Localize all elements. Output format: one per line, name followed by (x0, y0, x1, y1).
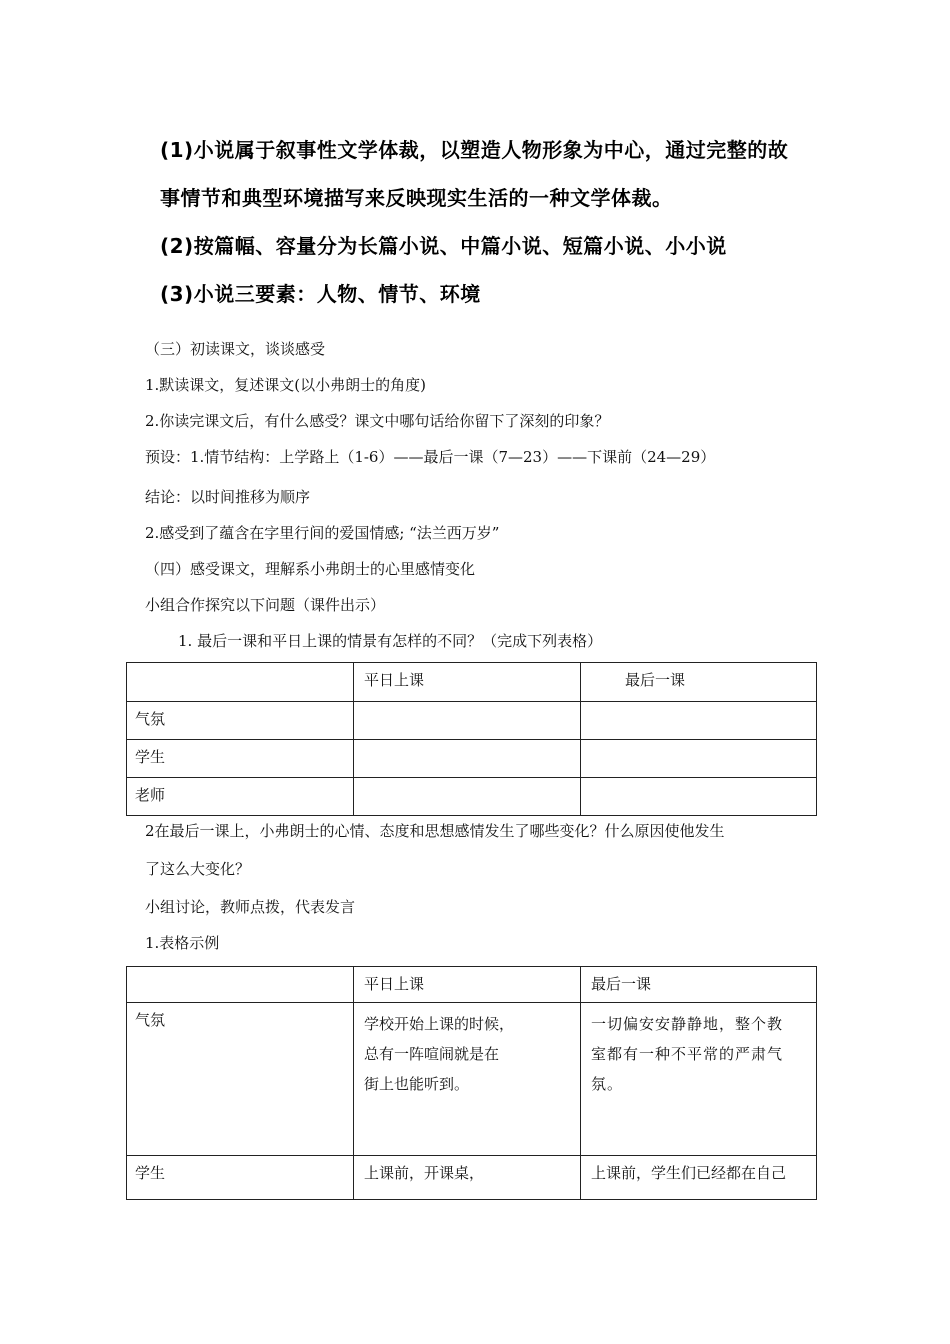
section3-heading: （三）初读课文，谈谈感受 (145, 340, 326, 358)
table-cell[interactable] (581, 778, 817, 816)
table-header-cell: 平日上课 (354, 663, 581, 702)
table-header-cell: 平日上课 (354, 967, 581, 1003)
cell-line: 室都有一种不平常的严肃气 (591, 1045, 784, 1063)
discussion-line: 小组讨论，教师点拨，代表发言 (145, 898, 356, 916)
table-row-label: 学生 (127, 1156, 354, 1200)
intro-line-2: 事情节和典型环境描写来反映现实生活的一种文学体裁。 (160, 186, 673, 210)
table-cell[interactable] (354, 740, 581, 778)
table-row-label: 气氛 (127, 702, 354, 740)
section3-question-1: 1.默读课文，复述课文(以小弗朗士的角度) (145, 376, 427, 394)
task-2-line-2: 了这么大变化？ (145, 860, 251, 878)
section4-task-1: 1. 最后一课和平日上课的情景有怎样的不同？（完成下列表格） (178, 632, 603, 650)
cell-line: 学校开始上课的时候， (364, 1015, 515, 1033)
intro-line-4: (3)小说三要素：人物、情节、环境 (160, 282, 481, 306)
table-header-cell (127, 663, 354, 702)
table-row (127, 1003, 817, 1156)
table-row-label: 学生 (127, 740, 354, 778)
comparison-table-example (126, 966, 817, 1200)
table-cell[interactable] (354, 778, 581, 816)
table-header-row (127, 967, 817, 1003)
table-cell: 上课前，开课桌， (354, 1156, 581, 1200)
table-cell[interactable] (581, 702, 817, 740)
cell-line: 一切偏安安静静地，整个教 (591, 1015, 784, 1033)
section4-heading: （四）感受课文，理解系小弗朗士的心里感情变化 (145, 560, 476, 578)
table-header-row (127, 663, 817, 702)
table-cell (354, 1003, 581, 1156)
table-cell (581, 1003, 817, 1156)
comparison-table-blank (126, 662, 817, 816)
section3-feeling: 2.感受到了蕴含在字里行间的爱国情感; “法兰西万岁” (145, 524, 500, 542)
section3-conclusion: 结论：以时间推移为顺序 (145, 488, 311, 506)
table-row (127, 702, 817, 740)
table-cell[interactable] (581, 740, 817, 778)
table-row (127, 778, 817, 816)
section4-group-task: 小组合作探究以下问题（课件出示） (145, 596, 386, 614)
intro-line-3: (2)按篇幅、容量分为长篇小说、中篇小说、短篇小说、小小说 (160, 234, 727, 258)
task-2-line-1: 2在最后一课上，小弗朗士的心情、态度和思想感情发生了哪些变化？什么原因使他发生 (145, 822, 725, 840)
table-row (127, 740, 817, 778)
example-label: 1.表格示例 (145, 934, 220, 952)
intro-line-1: (1)小说属于叙事性文学体裁，以塑造人物形象为中心，通过完整的故 (160, 138, 789, 162)
table-cell: 上课前，学生们已经都在自己 (581, 1156, 817, 1200)
table-cell[interactable] (354, 702, 581, 740)
section3-preset: 预设：1.情节结构：上学路上（1-6）——最后一课（7—23）——下课前（24—29） (145, 448, 716, 466)
table-header-cell (127, 967, 354, 1003)
table-row (127, 1156, 817, 1200)
cell-line: 总有一阵喧闹就是在 (364, 1045, 500, 1063)
section3-question-2: 2.你读完课文后，有什么感受？课文中哪句话给你留下了深刻的印象？ (145, 412, 610, 430)
table-header-cell: 最后一课 (581, 967, 817, 1003)
cell-line: 氛。 (591, 1075, 624, 1093)
cell-line: 街上也能听到。 (364, 1075, 470, 1093)
table-row-label: 气氛 (127, 1003, 354, 1156)
table-row-label: 老师 (127, 778, 354, 816)
table-header-cell: 最后一课 (581, 663, 817, 702)
